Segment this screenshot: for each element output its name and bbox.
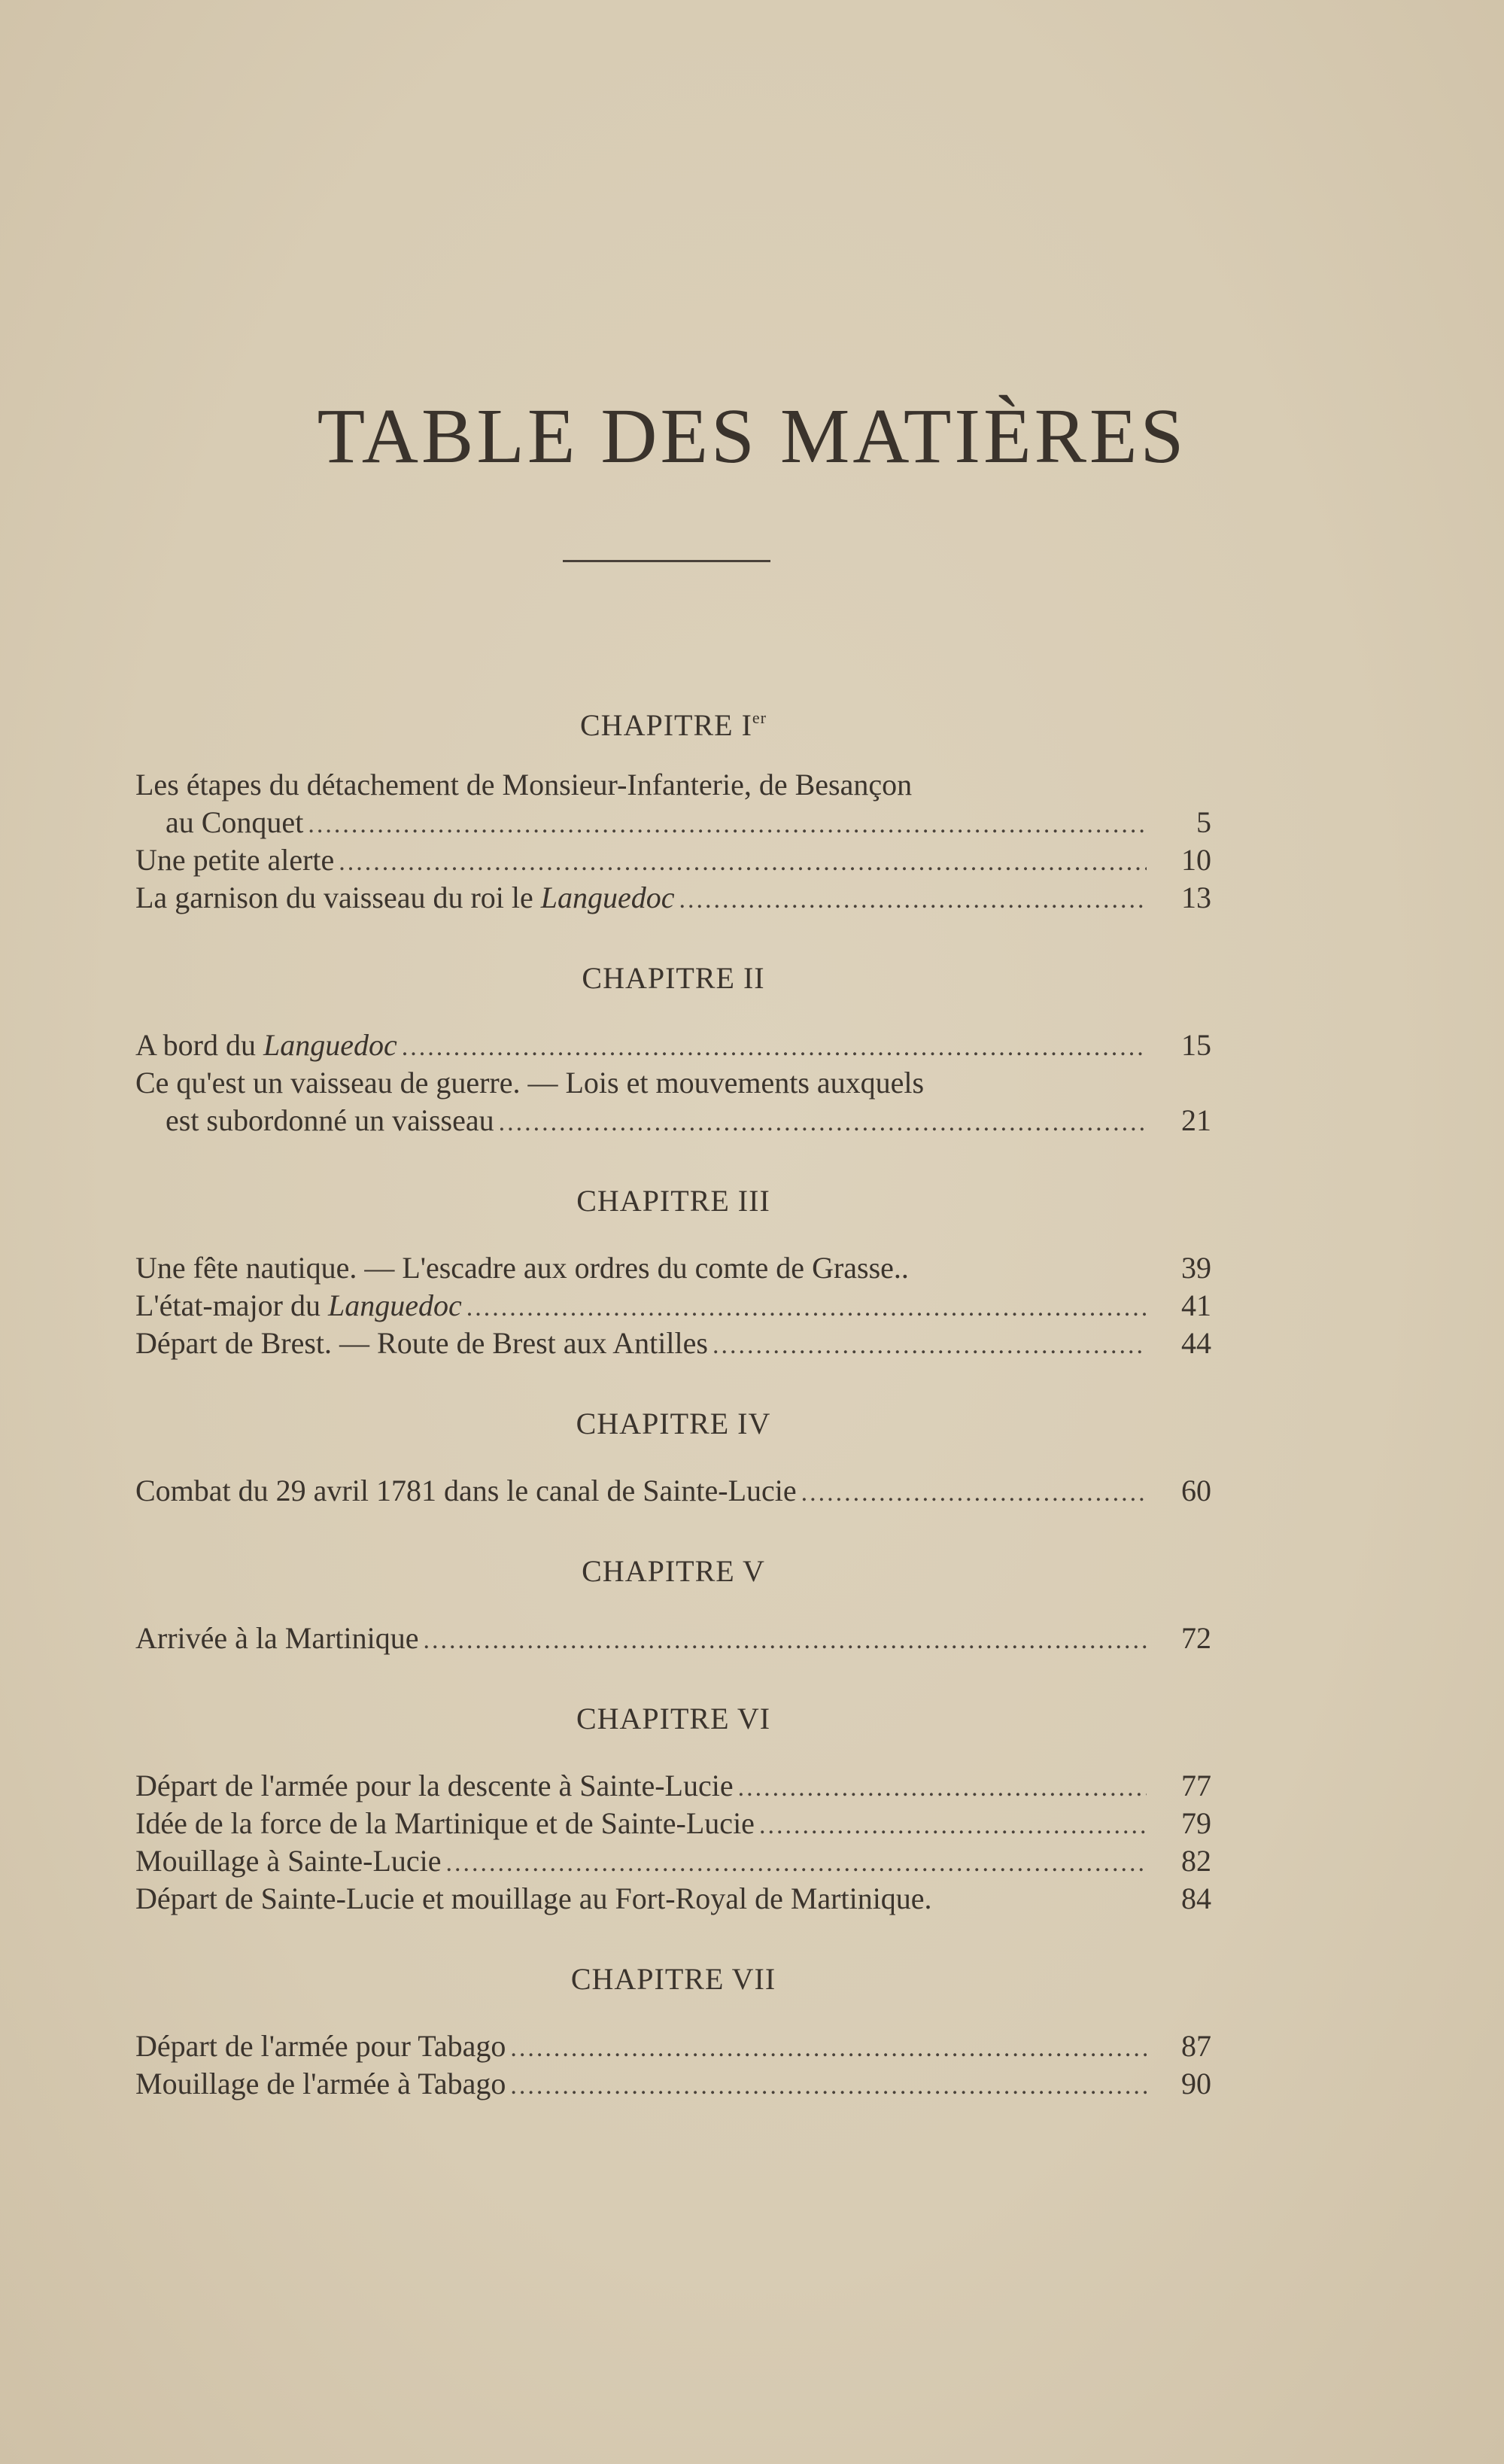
toc-entry[interactable] [135,1027,1211,1064]
toc-entry-label: Départ de l'armée pour la descente à Sainte-Lucie [135,1769,734,1802]
chapter-heading: CHAPITRE VII [570,1962,776,1996]
dot-leader [424,1622,1147,1659]
dot-leader [510,2067,1147,2105]
toc-entry-text: L'état-major du [135,1288,328,1322]
chapter-section [135,700,1211,917]
dot-leader [679,881,1147,919]
title-rule [563,560,770,562]
chapter-section [135,1701,1211,1918]
toc-entry-label: au Conquet [166,805,304,839]
toc-entry-label: est subordonné un vaisseau [166,1103,494,1137]
chapter-heading: CHAPITRE III [576,1184,770,1218]
chapter-section [135,1406,1211,1510]
toc-entry-continued[interactable] [135,804,1211,841]
chapter-heading: CHAPITRE VI [576,1702,771,1735]
toc-entry[interactable] [135,1805,1211,1842]
toc-page-number: 90 [1181,2067,1211,2100]
chapter-section [135,1961,1211,2103]
toc-entry-label: Les étapes du détachement de Monsieur-Infanterie, de Besançon [135,768,913,802]
dot-leader [759,1807,1147,1845]
toc-entry[interactable] [135,879,1211,917]
toc-entry-label: Mouillage de l'armée à Tabago [135,2067,506,2100]
chapter-heading [135,700,1211,742]
toc-entry-label [135,879,675,917]
toc-entry-text: La garnison du vaisseau du roi le [135,881,541,914]
toc-page-number: 72 [1181,1621,1211,1655]
toc-page-number: 41 [1181,1288,1211,1322]
toc-entry[interactable] [135,1620,1211,1657]
toc-entry-text: A bord du [135,1028,263,1062]
toc-entry-label: Mouillage à Sainte-Lucie [135,1844,442,1878]
toc-entry-label [135,1287,462,1325]
table-of-contents [135,700,1211,2146]
toc-entry-label: Une fête nautique. — L'escadre aux ordres du comte de Grasse.. [135,1251,909,1285]
toc-entry-italic: Languedoc [540,881,675,914]
toc-entry-label: Combat du 29 avril 1781 dans le canal de Sainte-Lucie [135,1474,797,1507]
dot-leader [466,1289,1147,1327]
toc-page-number: 21 [1181,1103,1211,1137]
toc-entry-italic: Languedoc [263,1028,397,1062]
toc-entry[interactable] [135,1842,1211,1880]
toc-page-number: 5 [1196,805,1211,839]
toc-entry-continued[interactable] [135,1102,1211,1139]
toc-page-number: 44 [1181,1326,1211,1360]
toc-entry[interactable] [135,1880,1211,1918]
dot-leader [510,2030,1147,2067]
toc-page-number: 60 [1181,1474,1211,1507]
chapter-section [135,1553,1211,1657]
toc-entry[interactable] [135,1767,1211,1805]
toc-entry[interactable] [135,2027,1211,2065]
toc-entry[interactable] [135,1287,1211,1325]
toc-page-number: 10 [1181,843,1211,877]
chapter-heading: CHAPITRE V [582,1554,765,1588]
toc-entry-label: Ce qu'est un vaisseau de guerre. — Lois et mouvements auxquels [135,1066,925,1100]
dot-leader [308,806,1147,844]
toc-entry[interactable] [135,2065,1211,2103]
dot-leader [713,1327,1147,1364]
chapter-section [135,960,1211,1139]
toc-page-number: 87 [1181,2029,1211,2063]
toc-entry[interactable] [135,766,1211,804]
toc-entry[interactable] [135,1064,1211,1102]
toc-entry-label: Idée de la force de la Martinique et de Sainte-Lucie [135,1806,755,1840]
chapter-section [135,1183,1211,1362]
dot-leader [801,1474,1147,1512]
chapter-heading: CHAPITRE IV [576,1407,771,1440]
toc-entry[interactable] [135,841,1211,879]
toc-entry-label: Une petite alerte [135,843,335,877]
toc-entry-label: Départ de Sainte-Lucie et mouillage au Fort-Royal de Martinique. [135,1881,932,1915]
dot-leader [402,1029,1147,1066]
page-title: TABLE DES MATIÈRES [317,393,1187,479]
toc-page-number: 82 [1181,1844,1211,1878]
toc-entry-label: Départ de Brest. — Route de Brest aux Antilles [135,1326,708,1360]
toc-entry-italic: Languedoc [328,1288,462,1322]
toc-page-number: 39 [1181,1251,1211,1285]
toc-page-number: 15 [1181,1028,1211,1062]
toc-page-number: 84 [1181,1881,1211,1915]
dot-leader [339,844,1147,881]
toc-page-number: 77 [1181,1769,1211,1802]
dot-leader [738,1769,1147,1807]
toc-entry-label: Arrivée à la Martinique [135,1621,419,1655]
chapter-heading-sup: er [752,708,767,727]
toc-entry-label: Départ de l'armée pour Tabago [135,2029,506,2063]
chapter-heading-text: CHAPITRE I [580,708,752,742]
chapter-heading: CHAPITRE II [582,961,765,995]
toc-page-number: 13 [1181,881,1211,914]
dot-leader [499,1104,1147,1142]
toc-page-number: 79 [1181,1806,1211,1840]
toc-entry[interactable] [135,1472,1211,1510]
toc-entry-label [135,1027,397,1064]
toc-entry[interactable] [135,1325,1211,1362]
toc-entry[interactable] [135,1249,1211,1287]
dot-leader [446,1845,1147,1882]
